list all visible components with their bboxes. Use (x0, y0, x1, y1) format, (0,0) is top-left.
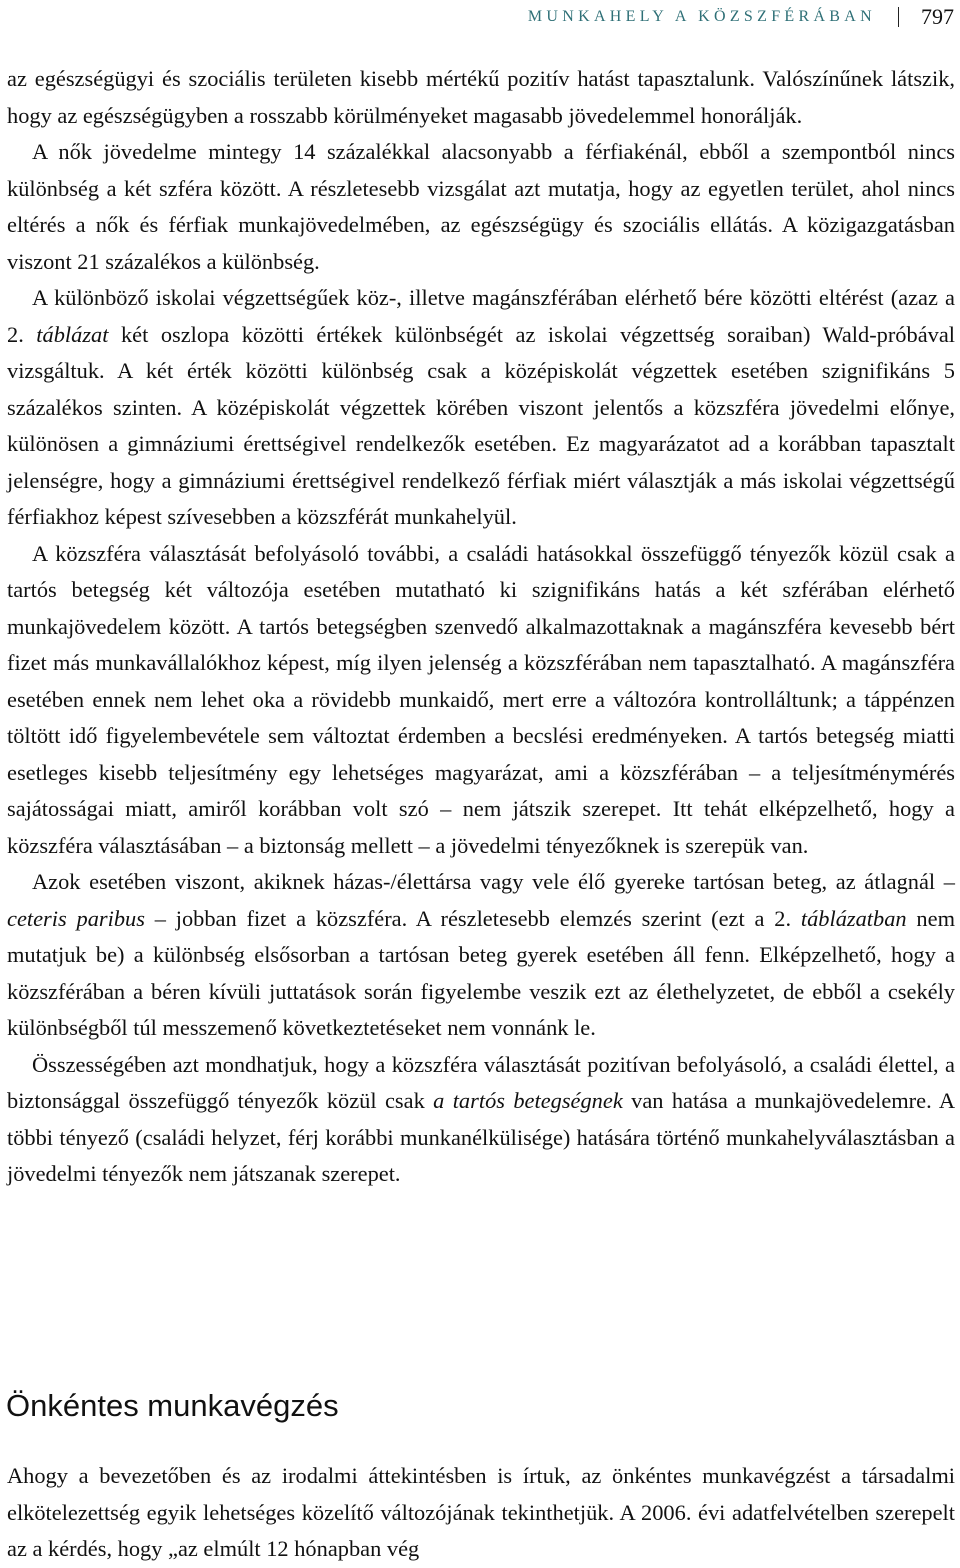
paragraph (7, 864, 955, 1047)
text-run: – jobban fizet a közszféra. A részletesebb elemzés szerint (ezt a 2. (144, 905, 801, 931)
italic-text: táblázatban (800, 905, 907, 931)
body-text (7, 61, 955, 1193)
paragraph (7, 61, 955, 134)
page-number: 797 (921, 4, 954, 29)
paragraph (7, 134, 955, 280)
text-run: nem mutatjuk be) a különbség elsősorban a tartósan beteg gyerek esetében áll fenn. Elképzelhető, hogy a közszférában a béren kívüli juttatások során figyelembe veszik ezt az élethelyzetet, de ebből a csekély különbségből túl messzemenő következtetéseket nem vonnánk le. (7, 905, 955, 1040)
text-run: két oszlopa közötti értékek különbségét az iskolai végzettség soraiban) Wald-próbával vizsgáltuk. A két érték közötti különbség csak a középiskolát végzettek esetében szignifikáns 5 százalékos szinten. A középiskolát végzettek körében viszont jelentős a közszféra jövedelmi előnye, különösen a gimnáziumi érettségivel rendelkezők esetében. Ez magyarázatot ad a korábban tapasztalt jelenségre, hogy a gimnáziumi érettségivel rendelkező férfiak miért választják a más iskolai végzettségű férfiakhoz képest szívesebben a közszférát munkahelyül. (7, 321, 955, 529)
text-run: van hatása a munkajövedelemre. A többi tényező (családi helyzet, férj korábbi munkanélkülisége) hatására történő munkahelyválasztásban a jövedelmi tényezők nem játszanak szerepet. (7, 1088, 955, 1186)
paragraph: Ahogy a bevezetőben és az irodalmi áttekintésben is írtuk, az önkéntes munkavégzést a társadalmi elkötelezettség egyik lehetséges közelítő változójának tekinthetjük. A 2006. évi adatfelvételben szerepelt az a kérdés, hogy „az elmúlt 12 hónapban vég (7, 1463, 955, 1561)
text-run: A különböző iskolai végzettségűek köz-, illetve magánszférában elérhető bére közötti eltérést (azaz a 2. (7, 285, 955, 347)
paragraph (7, 280, 955, 536)
section-heading: Önkéntes munkavégzés (6, 1388, 339, 1423)
paragraph (7, 1047, 955, 1193)
text-run: Összességében azt mondhatjuk, hogy a közszféra választását pozitívan befolyásoló, a családi élettel, a biztonsággal összefüggő tényezők közül csak (7, 1051, 955, 1113)
italic-text: ceteris paribus (7, 905, 145, 931)
paragraph (7, 536, 955, 865)
text-run: A közszféra választását befolyásoló további, a családi hatásokkal összefüggő tényezők közül csak a tartós betegség két változója esetében mutatható ki szignifikáns hatás a két szférában elérhető munkajövedelem között. A tartós betegségben szenvedő alkalmazottaknak a magánszféra kevesebb bért fizet más munkavállalókhoz képest, míg ilyen jelenség a közszférában nem tapasztalható. A magánszféra esetében ennek nem lehet oka a rövidebb munkaidő, mert erre a változóra kontrolláltunk; a táppénzen töltött idő figyelembevétele sem változtat érdemben a becslési eredményeken. A tartós betegség miatti esetleges kisebb teljesítmény egy lehetséges magyarázat, ami a közszférában – a teljesítménymérés sajátosságai miatt, amiről korábban volt szó – nem játszik szerepet. Itt tehát elképzelhető, hogy a közszféra választásában – a biztonság mellett – a jövedelmi tényezőknek is szerepük van. (7, 540, 955, 858)
italic-text: a tartós betegségnek (433, 1088, 623, 1113)
running-title: MUNKAHELY A KÖZSZFÉRÁBAN (528, 7, 899, 27)
text-run: A nők jövedelme mintegy 14 százalékkal alacsonyabb a férfiakénál, ebből a szempontból nincs különbség a két szféra között. A részletesebb vizsgálat azt mutatja, hogy az egyetlen terület, ahol nincs eltérés a nők és férfiak munkajövedelmében, az egészségügy és szociális ellátás. A közigazgatásban viszont 21 százalékos a különbség. (7, 139, 955, 274)
running-head (528, 6, 954, 28)
italic-text: táblázat (36, 321, 109, 347)
text-run: az egészségügyi és szociális területen kisebb mértékű pozitív hatást tapasztalunk. Valószínűnek látszik, hogy az egészségügyben a rosszabb körülményeket magasabb jövedelemmel honorálják. (7, 66, 955, 128)
text-run: Azok esetében viszont, akiknek házas-/élettársa vagy vele élő gyereke tartósan beteg, az átlagnál – (32, 869, 955, 894)
section-text (7, 1458, 955, 1568)
